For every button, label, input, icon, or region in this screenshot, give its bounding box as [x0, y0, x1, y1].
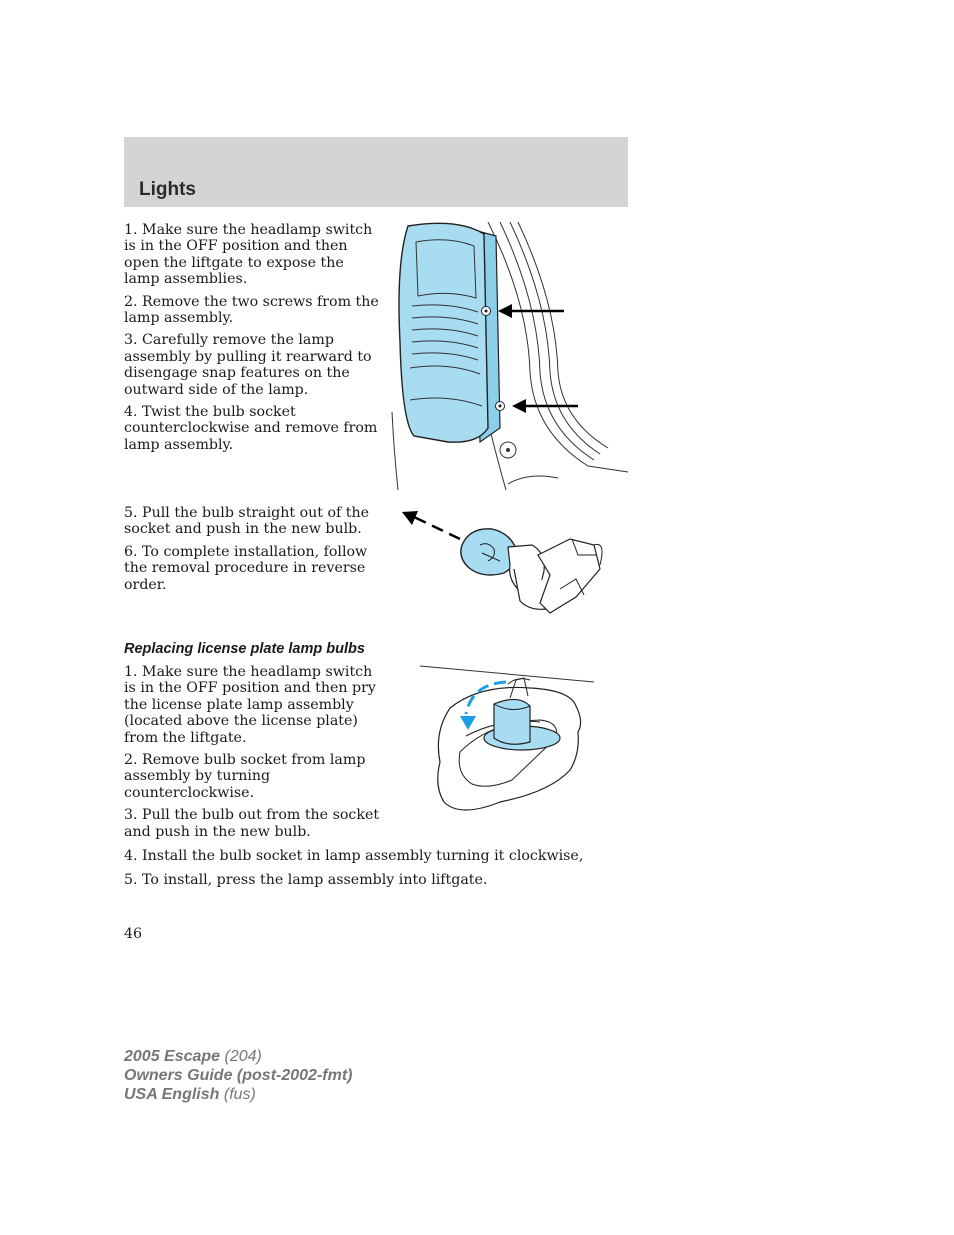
license-lamp-illustration: [420, 662, 598, 822]
footer-guide: Owners Guide (post-2002-fmt): [124, 1067, 353, 1084]
document-footer: [124, 1047, 352, 1104]
step-2: 2. Remove the two screws from the lamp assembly.: [124, 293, 379, 327]
step-1: 1. Make sure the headlamp switch is in the OFF position and then open the liftgate to expose the lamp assemblies.: [124, 222, 373, 288]
footer-language: USA English: [124, 1086, 220, 1103]
bulb-replace-steps: [124, 505, 380, 599]
license-step-4: 4. Install the bulb socket in lamp assembly turning it clockwise,: [124, 848, 584, 864]
license-step-3: 3. Pull the bulb out from the socket and push in the new bulb.: [124, 807, 380, 840]
license-step-2: 2. Remove bulb socket from lamp assembly by turning counterclockwise.: [124, 752, 366, 801]
section-title: Lights: [139, 179, 196, 200]
step-5: 5. Pull the bulb straight out of the socket and push in the new bulb.: [124, 505, 370, 538]
license-plate-heading: Replacing license plate lamp bulbs: [124, 641, 365, 657]
section-header: [124, 137, 628, 207]
footer-line-1: [124, 1047, 352, 1066]
license-step-1: 1. Make sure the headlamp switch is in the OFF position and then pry the license plate lamp assembly (located above the license plate) from the liftgate.: [124, 664, 376, 746]
page-number: 46: [124, 926, 143, 942]
footer-line-3: [124, 1085, 352, 1104]
footer-line-2: [124, 1066, 352, 1085]
footer-model: 2005 Escape: [124, 1048, 221, 1065]
footer-language-code: (fus): [219, 1086, 256, 1103]
step-4: 4. Twist the bulb socket counterclockwise and remove from lamp assembly.: [124, 404, 378, 453]
step-3: 3. Carefully remove the lamp assembly by pulling it rearward to disengage snap features on the outward side of the lamp.: [124, 332, 372, 398]
license-plate-steps: [124, 664, 384, 846]
bulb-socket-illustration: [400, 505, 610, 623]
tail-lamp-steps: [124, 222, 380, 459]
tail-lamp-illustration: [388, 222, 630, 490]
license-step-5: 5. To install, press the lamp assembly into liftgate.: [124, 872, 488, 888]
footer-model-code: (204): [220, 1048, 262, 1065]
step-6: 6. To complete installation, follow the removal procedure in reverse order.: [124, 543, 368, 593]
